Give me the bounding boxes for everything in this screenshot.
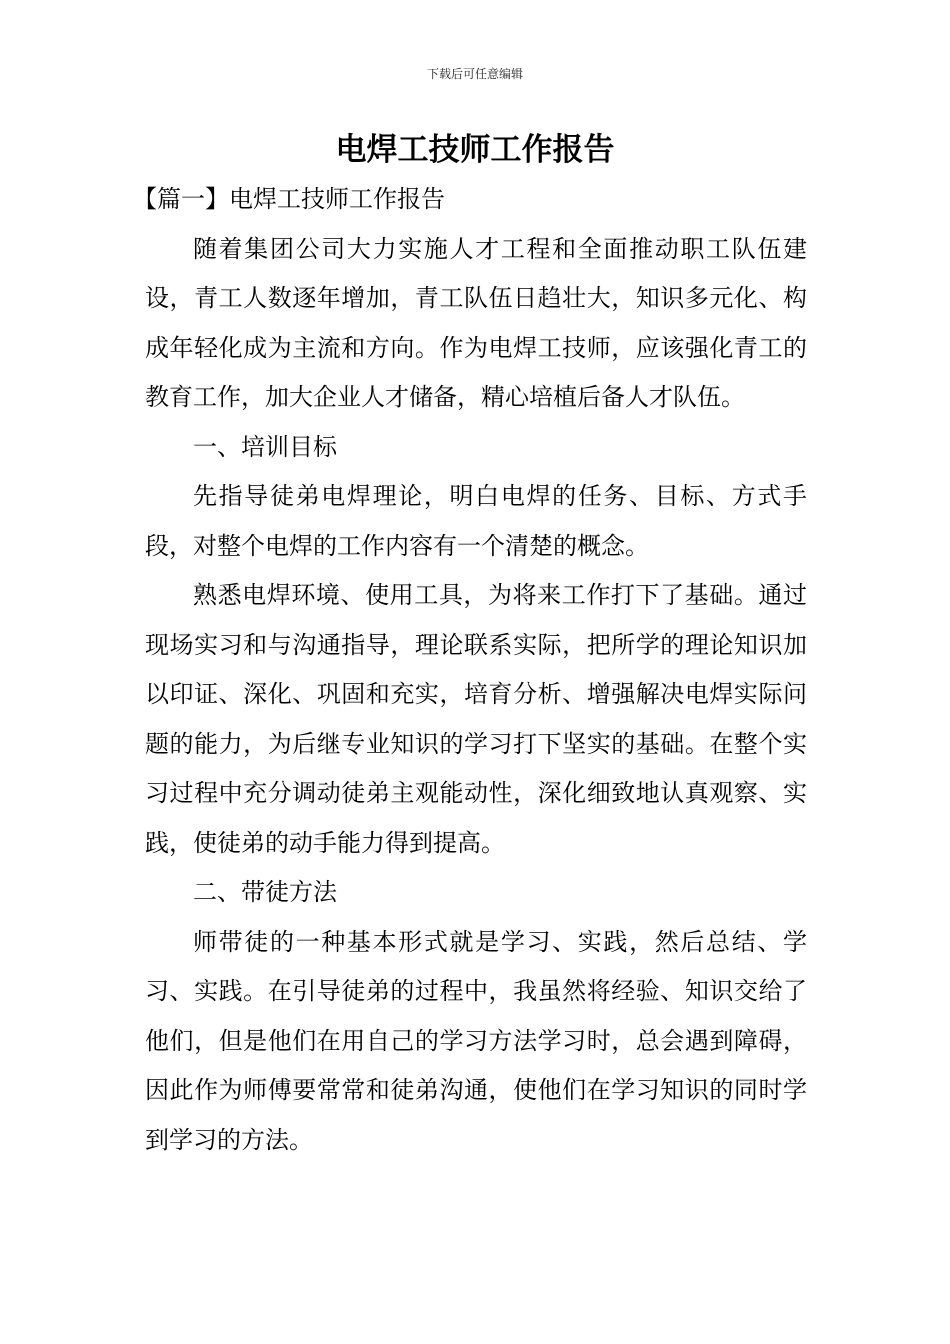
document-body xyxy=(133,175,807,1165)
header-note: 下载后可任意编辑 xyxy=(426,67,523,81)
section-heading-training-goals: 一、培训目标 xyxy=(193,432,337,461)
paragraph-practice: 熟悉电焊环境、使用工具，为将来工作打下了基础。通过现场实习和与沟通指导，理论联系实际，把所学的理论知识加以印证、深化、巩固和充实，培育分析、增强解决电焊实际问题的能力，为后继专业知识的学习打下坚实的基础。在整个实习过程中充分调动徒弟主观能动性，深化细致地认真观察、实践，使徒弟的动手能力得到提高。 xyxy=(145,581,807,857)
section-subtitle: 【篇一】电焊工技师工作报告 xyxy=(133,185,445,213)
section-heading-mentoring-methods: 二、带徒方法 xyxy=(193,878,337,906)
paragraph-theory-guidance: 先指导徒弟电焊理论，明白电焊的任务、目标、方式手段，对整个电焊的工作内容有一个清楚的概念。 xyxy=(145,482,807,560)
paragraph-intro: 随着集团公司大力实施人才工程和全面推动职工队伍建设，青工人数逐年增加，青工队伍日趋壮大，知识多元化、构成年轻化成为主流和方向。作为电焊工技师，应该强化青工的教育工作，加大企业人才储备，精心培植后备人才队伍。 xyxy=(145,234,807,411)
document-title: 电焊工技师工作报告 xyxy=(335,132,615,168)
paragraph-mentoring: 师带徒的一种基本形式就是学习、实践，然后总结、学习、实践。在引导徒弟的过程中，我虽然将经验、知识交给了他们，但是他们在用自己的学习方法学习时，总会遇到障碍，因此作为师傅要常常和徒弟沟通，使他们在学习知识的同时学到学习的方法。 xyxy=(145,927,807,1154)
